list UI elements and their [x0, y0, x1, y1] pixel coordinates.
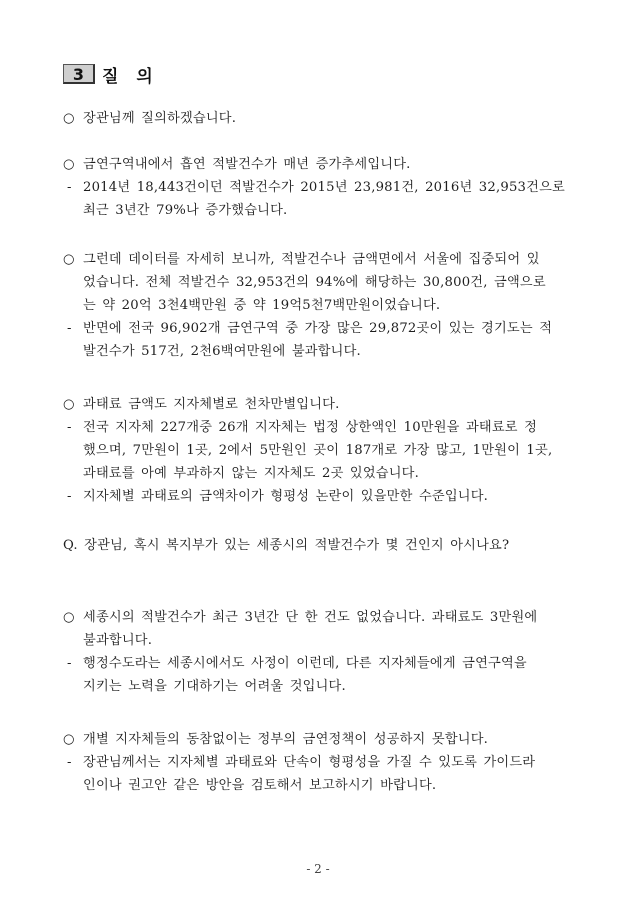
paragraph-text: 2014년 18,443건이던 적발건수가 2015년 23,981건, 2016년 32,953건으로	[83, 180, 565, 195]
section-title: 질 의	[102, 66, 159, 87]
paragraph-dash	[67, 754, 535, 772]
paragraph-dash	[67, 655, 527, 673]
paragraph-circle	[63, 396, 339, 414]
circle-bullet-icon: ○	[63, 397, 75, 412]
dash-bullet-icon: -	[67, 656, 72, 671]
paragraph-text: 지자체별 과태료의 금액차이가 형평성 논란이 있을만한 수준입니다.	[83, 489, 489, 504]
circle-bullet-icon: ○	[63, 732, 75, 747]
circle-bullet-icon: ○	[63, 111, 75, 126]
paragraph-text: 과태료 금액도 지자체별로 천차만별입니다.	[83, 397, 340, 412]
paragraph-text: 세종시의 적발건수가 최근 3년간 단 한 건도 없었습니다. 과태료도 3만원에	[83, 610, 538, 625]
question-text: 장관님, 혹시 복지부가 있는 세종시의 적발건수가 몇 건인지 아시나요?	[84, 538, 510, 553]
paragraph-dash	[67, 320, 552, 338]
paragraph-text: 행정수도라는 세종시에서도 사정이 이런데, 다른 지자체들에게 금연구역을	[83, 656, 527, 671]
paragraph-continuation: 었습니다. 전체 적발건수 32,953건의 94%에 해당하는 30,800건, 금액으로	[83, 275, 546, 290]
paragraph-continuation: 인이나 권고안 같은 방안을 검토해서 보고하시기 바랍니다.	[83, 778, 437, 793]
dash-bullet-icon: -	[67, 321, 72, 336]
paragraph-dash	[67, 488, 488, 506]
dash-bullet-icon: -	[67, 755, 72, 770]
paragraph-continuation: 발건수가 517건, 2천6백여만원에 불과합니다.	[83, 344, 361, 359]
question-line	[63, 537, 509, 555]
paragraph-continuation: 지키는 노력을 기대하기는 어려울 것입니다.	[83, 679, 346, 694]
paragraph-text: 반면에 전국 96,902개 금연구역 중 가장 많은 29,872곳이 있는 경기도는 적	[83, 321, 553, 336]
circle-bullet-icon: ○	[63, 252, 75, 267]
paragraph-continuation: 했으며, 7만원이 1곳, 2에서 5만원인 곳이 187개로 가장 많고, 1만원이 1곳,	[83, 443, 553, 458]
paragraph-circle	[63, 609, 537, 627]
paragraph-circle	[63, 251, 540, 269]
circle-bullet-icon: ○	[63, 610, 75, 625]
paragraph-continuation: 최근 3년간 79%나 증가했습니다.	[83, 203, 288, 218]
dash-bullet-icon: -	[67, 420, 72, 435]
section-header	[63, 63, 159, 85]
section-number-box: 3	[63, 64, 95, 84]
dash-bullet-icon: -	[67, 180, 72, 195]
paragraph-continuation: 과태료를 아예 부과하지 않는 지자체도 2곳 있었습니다.	[83, 466, 419, 481]
paragraph-text: 개별 지자체들의 동참없이는 정부의 금연정책이 성공하지 못합니다.	[83, 732, 489, 747]
paragraph-continuation: 불과합니다.	[83, 633, 153, 648]
paragraph-circle	[63, 110, 236, 128]
dash-bullet-icon: -	[67, 489, 72, 504]
paragraph-text: 장관님께 질의하겠습니다.	[83, 111, 237, 126]
paragraph-text: 장관님께서는 지자체별 과태료와 단속이 형평성을 가질 수 있도록 가이드라	[83, 755, 536, 770]
paragraph-circle	[63, 156, 411, 174]
paragraph-continuation: 는 약 20억 3천4백만원 중 약 19억5천7백만원이었습니다.	[83, 298, 441, 313]
question-marker: Q.	[63, 538, 78, 553]
paragraph-text: 금연구역내에서 흡연 적발건수가 매년 증가추세입니다.	[83, 157, 411, 172]
paragraph-dash	[67, 179, 565, 197]
paragraph-dash	[67, 419, 537, 437]
page-number: - 2 -	[306, 862, 330, 876]
circle-bullet-icon: ○	[63, 157, 75, 172]
paragraph-text: 전국 지자체 227개중 26개 지자체는 법정 상한액인 10만원을 과태료로 정	[83, 420, 538, 435]
paragraph-circle	[63, 731, 488, 749]
paragraph-text: 그런데 데이터를 자세히 보니까, 적발건수나 금액면에서 서울에 집중되어 있	[83, 252, 540, 267]
